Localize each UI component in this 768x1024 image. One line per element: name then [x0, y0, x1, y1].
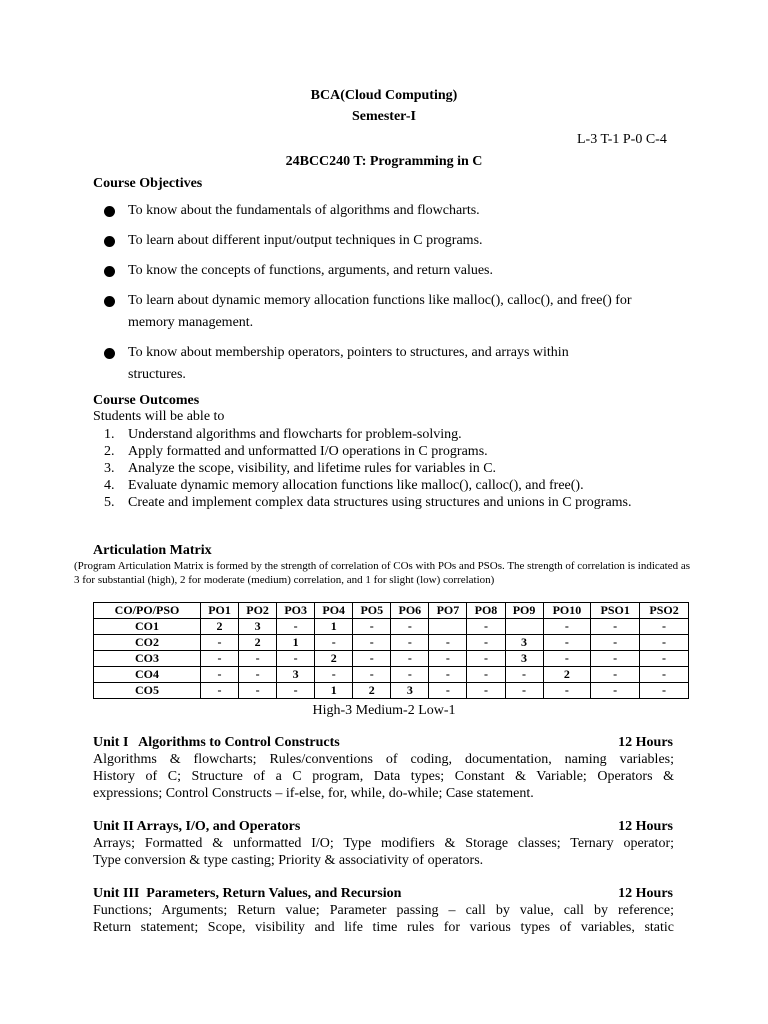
outcome-text: Apply formatted and unformatted I/O operations in C programs.	[128, 444, 488, 459]
outcome-number: 4.	[104, 478, 115, 493]
table-cell: -	[239, 667, 277, 683]
table-cell: -	[239, 651, 277, 667]
column-header: PO3	[277, 603, 315, 619]
column-header: PO7	[429, 603, 467, 619]
table-cell: -	[640, 651, 689, 667]
unit-title: Unit I Algorithms to Control Constructs	[93, 735, 340, 750]
table-cell: -	[201, 651, 239, 667]
column-header: PSO1	[591, 603, 640, 619]
row-header-cell: CO1	[94, 619, 201, 635]
objective-text: To know the concepts of functions, arguments, and return values.	[128, 263, 494, 278]
table-cell: -	[429, 651, 467, 667]
row-header-cell: CO2	[94, 635, 201, 651]
table-cell: -	[429, 635, 467, 651]
table-cell: -	[429, 683, 467, 699]
table-cell: -	[591, 619, 640, 635]
row-header-cell: CO3	[94, 651, 201, 667]
table-cell: -	[467, 667, 505, 683]
column-header: PO10	[543, 603, 591, 619]
unit-line: Type conversion & type casting; Priority & associativity of operators.	[93, 853, 484, 868]
objective-item	[104, 200, 684, 222]
table-row	[94, 651, 689, 667]
unit-title: Unit III Parameters, Return Values, and Recursion	[93, 886, 402, 901]
table-cell: -	[543, 619, 591, 635]
table-cell: -	[591, 683, 640, 699]
table-cell: -	[201, 635, 239, 651]
column-header: PSO2	[640, 603, 689, 619]
unit-description	[93, 835, 674, 869]
outcome-number: 3.	[104, 461, 115, 476]
unit-hours: 12 Hours	[618, 735, 673, 750]
bullet-icon	[104, 296, 115, 307]
row-header-cell: CO5	[94, 683, 201, 699]
table-cell: -	[467, 635, 505, 651]
table-cell: -	[543, 683, 591, 699]
objective-item	[104, 290, 668, 334]
table-cell: 3	[277, 667, 315, 683]
table-cell: -	[353, 619, 391, 635]
unit-line: Functions; Arguments; Return value; Parameter passing – call by value, call by reference;	[93, 903, 674, 918]
objectives-list	[104, 200, 684, 394]
table-cell	[429, 619, 467, 635]
unit-line: expressions; Control Constructs – if-else, for, while, do-while; Case statement.	[93, 786, 534, 801]
table-cell	[505, 619, 543, 635]
table-cell: -	[591, 635, 640, 651]
table-cell: -	[505, 683, 543, 699]
outcomes-list	[100, 426, 680, 511]
outcome-item	[100, 494, 648, 511]
unit-line: Return statement; Scope, visibility and life time rules for various types of variables, static	[93, 920, 674, 935]
unit-line: Algorithms & flowcharts; Rules/conventions of coding, documentation, naming variables;	[93, 752, 674, 767]
table-cell: -	[201, 667, 239, 683]
semester-title: Semester-I	[351, 109, 416, 124]
table-cell: -	[640, 635, 689, 651]
table-cell: 3	[239, 619, 277, 635]
table-cell: -	[640, 619, 689, 635]
table-cell: -	[429, 667, 467, 683]
table-cell: -	[640, 683, 689, 699]
table-cell: -	[315, 667, 353, 683]
unit-description	[93, 902, 674, 936]
table-cell: -	[591, 667, 640, 683]
row-header-cell: CO4	[94, 667, 201, 683]
column-header: PO4	[315, 603, 353, 619]
table-cell: -	[640, 667, 689, 683]
objective-text: To learn about dynamic memory allocation functions like malloc(), calloc(), and free() for memory management.	[128, 293, 632, 330]
unit-hours: 12 Hours	[618, 886, 673, 901]
outcome-item	[100, 426, 680, 443]
table-cell: 2	[353, 683, 391, 699]
table-cell: 3	[391, 683, 429, 699]
column-header: PO1	[201, 603, 239, 619]
unit-heading	[93, 818, 673, 835]
table-cell: 3	[505, 651, 543, 667]
table-cell: -	[505, 667, 543, 683]
outcome-item	[100, 477, 680, 494]
outcomes-heading: Course Outcomes	[93, 393, 200, 408]
unit-hours: 12 Hours	[618, 819, 673, 834]
table-row	[94, 635, 689, 651]
objective-text: To know about the fundamentals of algorithms and flowcharts.	[128, 203, 480, 218]
objective-text: To learn about different input/output techniques in C programs.	[128, 233, 483, 248]
table-cell: -	[277, 651, 315, 667]
table-cell: 1	[315, 619, 353, 635]
outcome-number: 5.	[104, 495, 115, 510]
table-cell: -	[277, 683, 315, 699]
table-cell: -	[391, 635, 429, 651]
unit-title: Unit II Arrays, I/O, and Operators	[93, 819, 301, 834]
table-cell: 3	[505, 635, 543, 651]
table-row	[94, 683, 689, 699]
bullet-icon	[104, 206, 115, 217]
objective-text: To know about membership operators, pointers to structures, and arrays within structures.	[128, 345, 569, 382]
bullet-icon	[104, 236, 115, 247]
outcome-text: Evaluate dynamic memory allocation functions like malloc(), calloc(), and free().	[128, 478, 584, 493]
table-cell: -	[591, 651, 640, 667]
table-cell: 2	[201, 619, 239, 635]
column-header: PO8	[467, 603, 505, 619]
table-cell: -	[353, 635, 391, 651]
course-title: 24BCC240 T: Programming in C	[285, 154, 483, 169]
table-cell: 2	[315, 651, 353, 667]
table-cell: -	[353, 651, 391, 667]
outcome-item	[100, 460, 680, 477]
table-cell: 2	[543, 667, 591, 683]
matrix-note: (Program Articulation Matrix is formed by the strength of correlation of COs with POs and PSOs. The strength of correlation is indicated as 3 for substantial (high), 2 for moderate (medium) correlation, and 1 for slight (low) correlation)	[74, 560, 690, 586]
outcome-text: Create and implement complex data structures using structures and unions in C programs.	[128, 495, 632, 510]
column-header: CO/PO/PSO	[94, 603, 201, 619]
column-header: PO5	[353, 603, 391, 619]
unit-heading	[93, 885, 673, 902]
table-cell: 1	[315, 683, 353, 699]
table-row	[94, 667, 689, 683]
table-cell: -	[543, 635, 591, 651]
bullet-icon	[104, 266, 115, 277]
column-header: PO6	[391, 603, 429, 619]
table-cell: -	[391, 667, 429, 683]
unit-line: History of C; Structure of a C program, Data types; Constant & Variable; Operators &	[93, 769, 674, 784]
matrix-legend: High-3 Medium-2 Low-1	[312, 703, 456, 718]
articulation-matrix-table	[93, 602, 689, 699]
table-cell: 1	[277, 635, 315, 651]
ltpc-label: L-3 T-1 P-0 C-4	[577, 132, 667, 147]
column-header: PO9	[505, 603, 543, 619]
outcome-text: Understand algorithms and flowcharts for problem-solving.	[128, 427, 462, 442]
outcome-item	[100, 443, 680, 460]
matrix-body	[94, 619, 689, 699]
unit-heading	[93, 734, 673, 751]
table-cell: -	[467, 651, 505, 667]
table-cell: -	[391, 619, 429, 635]
objectives-heading: Course Objectives	[93, 176, 203, 191]
table-header-row	[94, 603, 689, 619]
program-title: BCA(Cloud Computing)	[310, 88, 458, 103]
outcome-number: 1.	[104, 427, 115, 442]
table-cell: -	[353, 667, 391, 683]
table-cell: -	[315, 635, 353, 651]
table-cell: -	[277, 619, 315, 635]
table-cell: 2	[239, 635, 277, 651]
bullet-icon	[104, 348, 115, 359]
table-cell: -	[543, 651, 591, 667]
matrix-heading: Articulation Matrix	[93, 543, 212, 558]
table-cell: -	[467, 619, 505, 635]
outcomes-intro: Students will be able to	[93, 409, 225, 424]
table-row	[94, 619, 689, 635]
objective-item	[104, 260, 684, 282]
table-cell: -	[201, 683, 239, 699]
table-cell: -	[239, 683, 277, 699]
objective-item	[104, 230, 684, 252]
unit-description	[93, 751, 674, 802]
objective-item	[104, 342, 623, 386]
unit-line: Arrays; Formatted & unformatted I/O; Type modifiers & Storage classes; Ternary operator;	[93, 836, 674, 851]
table-cell: -	[467, 683, 505, 699]
column-header: PO2	[239, 603, 277, 619]
table-cell: -	[391, 651, 429, 667]
outcome-text: Analyze the scope, visibility, and lifetime rules for variables in C.	[128, 461, 497, 476]
outcome-number: 2.	[104, 444, 115, 459]
